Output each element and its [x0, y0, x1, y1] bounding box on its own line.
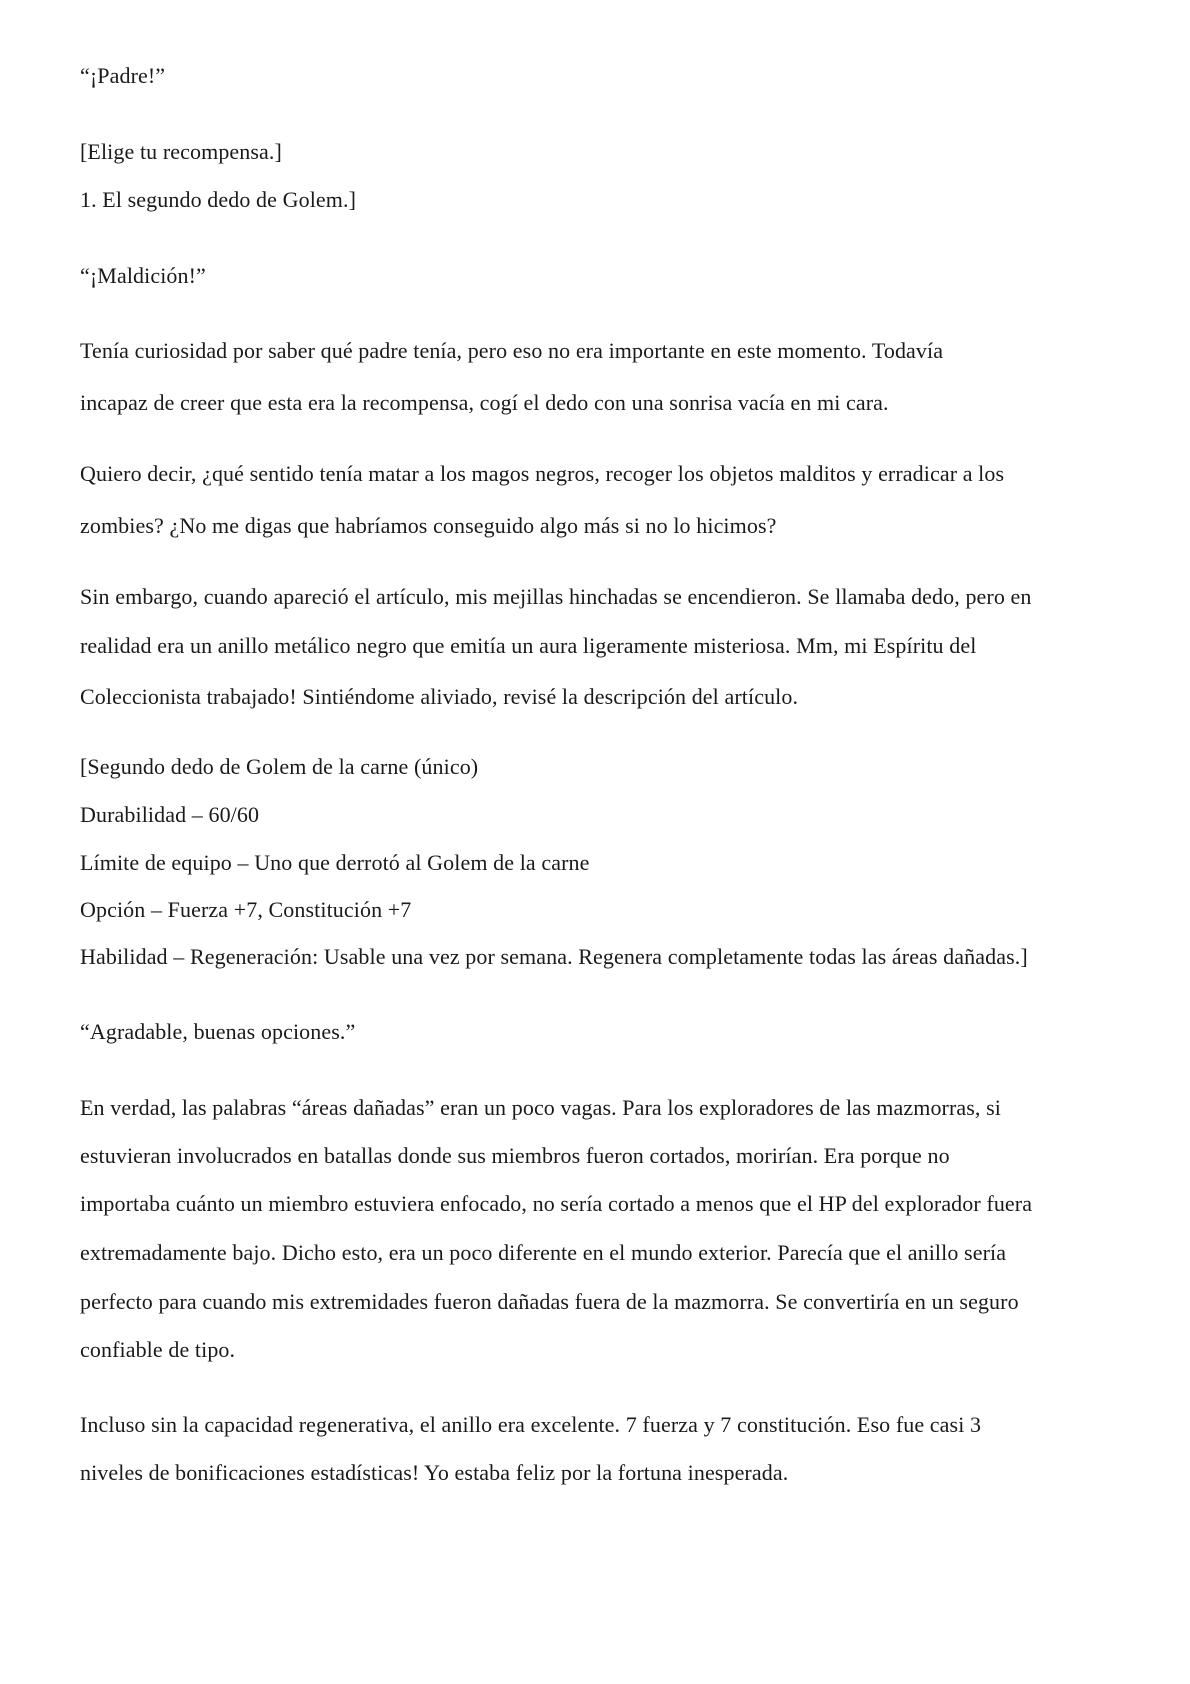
dialogue-line: “¡Padre!”: [80, 63, 166, 88]
paragraph-line: importaba cuánto un miembro estuviera enfocado, no sería cortado a menos que el HP del explorador fuera: [80, 1191, 1033, 1216]
paragraph-line: estuvieran involucrados en batallas donde sus miembros fueron cortados, morirían. Era porque no: [80, 1143, 950, 1168]
text-line: [Elige tu recompensa.]: [80, 139, 282, 164]
paragraph-line: Incluso sin la capacidad regenerativa, el anillo era excelente. 7 fuerza y 7 constitución. Eso fue casi 3: [80, 1412, 982, 1437]
paragraph-line: confiable de tipo.: [80, 1337, 236, 1362]
paragraph-line: extremadamente bajo. Dicho esto, era un poco diferente en el mundo exterior. Parecía que el anillo sería: [80, 1240, 1007, 1265]
paragraph-line: niveles de bonificaciones estadísticas! Yo estaba feliz por la fortuna inesperada.: [80, 1460, 789, 1485]
paragraph-line: Tenía curiosidad por saber qué padre tenía, pero eso no era importante en este momento. Todavía: [80, 338, 944, 363]
item-description-line: Opción – Fuerza +7, Constitución +7: [80, 897, 412, 922]
item-description-line: [Segundo dedo de Golem de la carne (único): [80, 754, 479, 779]
paragraph-line: incapaz de creer que esta era la recompensa, cogí el dedo con una sonrisa vacía en mi cara.: [80, 390, 889, 415]
dialogue-line: “Agradable, buenas opciones.”: [80, 1019, 356, 1044]
dialogue-line: “¡Maldición!”: [80, 263, 206, 288]
document-page: [80, 0, 1120, 1684]
paragraph-line: realidad era un anillo metálico negro que emitía un aura ligeramente misteriosa. Mm, mi Espíritu del: [80, 633, 977, 658]
paragraph-line: Quiero decir, ¿qué sentido tenía matar a los magos negros, recoger los objetos malditos y erradicar a los: [80, 461, 1005, 486]
item-description-line: Durabilidad – 60/60: [80, 802, 260, 827]
paragraph-line: perfecto para cuando mis extremidades fueron dañadas fuera de la mazmorra. Se convertiría en un seguro: [80, 1289, 1019, 1314]
paragraph-line: Sin embargo, cuando apareció el artículo, mis mejillas hinchadas se encendieron. Se llamaba dedo, pero en: [80, 584, 1032, 609]
item-description-line: Límite de equipo – Uno que derrotó al Golem de la carne: [80, 850, 590, 875]
paragraph-line: Coleccionista trabajado! Sintiéndome aliviado, revisé la descripción del artículo.: [80, 684, 799, 709]
item-description-line: Habilidad – Regeneración: Usable una vez por semana. Regenera completamente todas las áreas dañadas.]: [80, 944, 1028, 969]
paragraph-line: zombies? ¿No me digas que habríamos conseguido algo más si no lo hicimos?: [80, 513, 777, 538]
paragraph-line: En verdad, las palabras “áreas dañadas” eran un poco vagas. Para los exploradores de las mazmorras, si: [80, 1095, 1001, 1120]
text-line: 1. El segundo dedo de Golem.]: [80, 187, 357, 212]
